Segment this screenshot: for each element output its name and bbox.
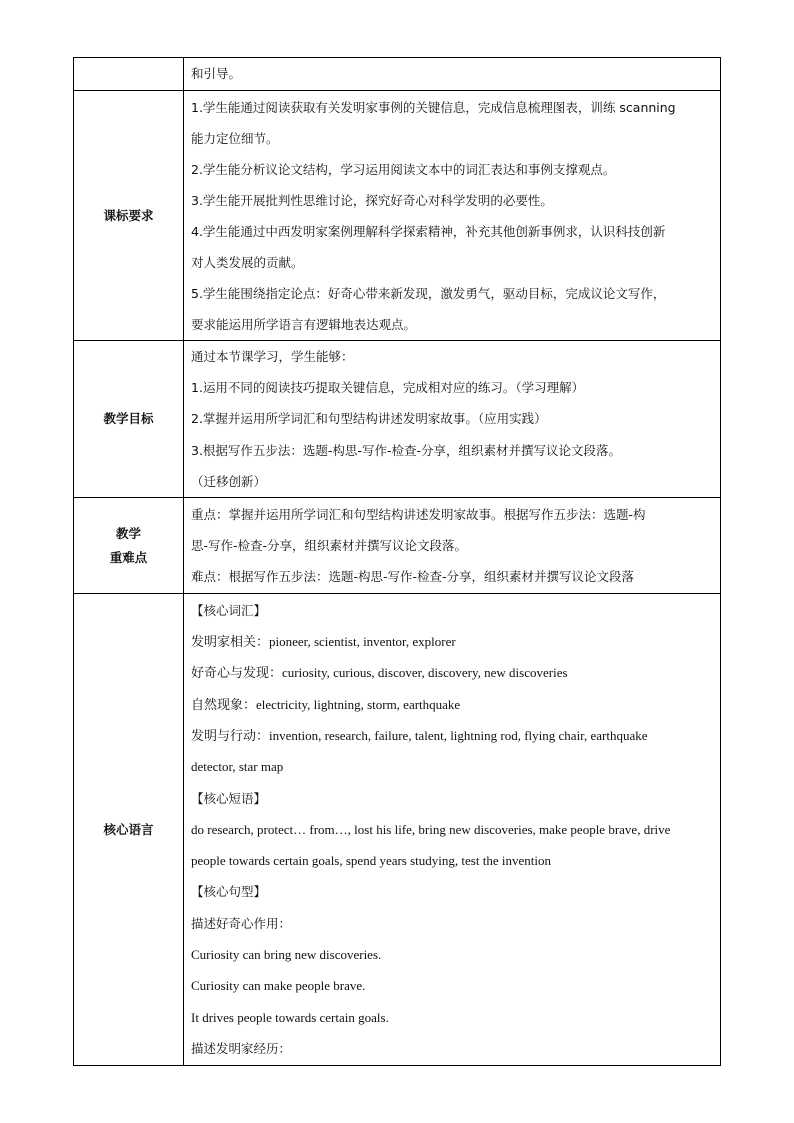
text-line: 5.学生能围绕指定论点：好奇心带来新发现，激发勇气，驱动目标，完成议论文写作， <box>191 285 666 301</box>
key-points-content <box>184 498 721 594</box>
text-line: Curiosity can bring new discoveries. <box>191 947 382 963</box>
text-line: 4.学生能通过中西发明家案例理解科学探索精神，补充其他创新事例求，认识科技创新 <box>191 223 666 239</box>
text-line: people towards certain goals, spend years studying, test the invention <box>191 853 551 869</box>
text-line: 1.运用不同的阅读技巧提取关键信息，完成相对应的练习。（学习理解） <box>191 380 585 396</box>
objectives-content <box>184 341 721 498</box>
text-line: 好奇心与发现：curiosity, curious, discover, discovery, new discoveries <box>191 665 568 681</box>
text-line: 能力定位细节。 <box>191 130 279 146</box>
text-line: 通过本节课学习，学生能够： <box>191 349 354 364</box>
text-line: It drives people towards certain goals. <box>191 1009 389 1025</box>
row-label-empty <box>74 58 184 91</box>
text-line: 2.学生能分析议论文结构，学习运用阅读文本中的词汇表达和事例支撑观点。 <box>191 161 616 177</box>
text-line: Curiosity can make people brave. <box>191 978 366 994</box>
text-line: 重点：掌握并运用所学词汇和句型结构讲述发明家故事。根据写作五步法：选题-构 <box>191 506 646 522</box>
row-label-core-language: 核心语言 <box>74 594 184 1066</box>
label-line: 教学 <box>115 525 141 541</box>
core-language-content <box>184 594 721 1066</box>
text-line: do research, protect… from…, lost his life, bring new discoveries, make people brave, drive <box>191 821 671 837</box>
row-label-requirements: 课标要求 <box>74 91 184 341</box>
row-label-objectives: 教学目标 <box>74 341 184 498</box>
text-line: 描述发明家经历： <box>191 1040 292 1056</box>
top-content <box>184 58 721 91</box>
requirements-content <box>184 91 721 341</box>
text-line: 描述好奇心作用： <box>191 915 292 931</box>
table-row <box>74 341 721 498</box>
text-line: 自然现象：electricity, lightning, storm, earthquake <box>191 696 461 712</box>
text-line: 发明家相关：pioneer, scientist, inventor, explorer <box>191 634 456 650</box>
section-heading: 【核心词汇】 <box>191 602 267 618</box>
label-line: 重难点 <box>109 549 148 565</box>
lesson-plan-table <box>73 57 721 1066</box>
text-line: 2.掌握并运用所学词汇和句型结构讲述发明家故事。（应用实践） <box>191 411 547 427</box>
text-line: （迁移创新） <box>191 473 267 489</box>
text-line: 和引导。 <box>191 66 242 81</box>
section-heading: 【核心短语】 <box>191 790 267 806</box>
table-row <box>74 498 721 594</box>
row-label-key-points <box>74 498 184 594</box>
text-line: 3.学生能开展批判性思维讨论，探究好奇心对科学发明的必要性。 <box>191 192 553 208</box>
table-row <box>74 58 721 91</box>
text-line: 3.根据写作五步法：选题-构思-写作-检查-分享，组织素材并撰写议论文段落。 <box>191 442 621 458</box>
text-line: 对人类发展的贡献。 <box>191 254 304 270</box>
text-line: detector, star map <box>191 759 284 775</box>
text-line: 发明与行动：invention, research, failure, talent, lightning rod, flying chair, earthquake <box>191 727 648 743</box>
text-line: 1.学生能通过阅读获取有关发明家事例的关键信息，完成信息梳理图表，训练 scanning <box>191 99 676 115</box>
text-line: 要求能运用所学语言有逻辑地表达观点。 <box>191 316 417 332</box>
section-heading: 【核心句型】 <box>191 884 267 900</box>
table-row <box>74 594 721 1066</box>
table-row <box>74 91 721 341</box>
text-line: 难点：根据写作五步法：选题-构思-写作-检查-分享，组织素材并撰写议论文段落 <box>191 569 635 585</box>
text-line: 思-写作-检查-分享，组织素材并撰写议论文段落。 <box>191 537 468 553</box>
